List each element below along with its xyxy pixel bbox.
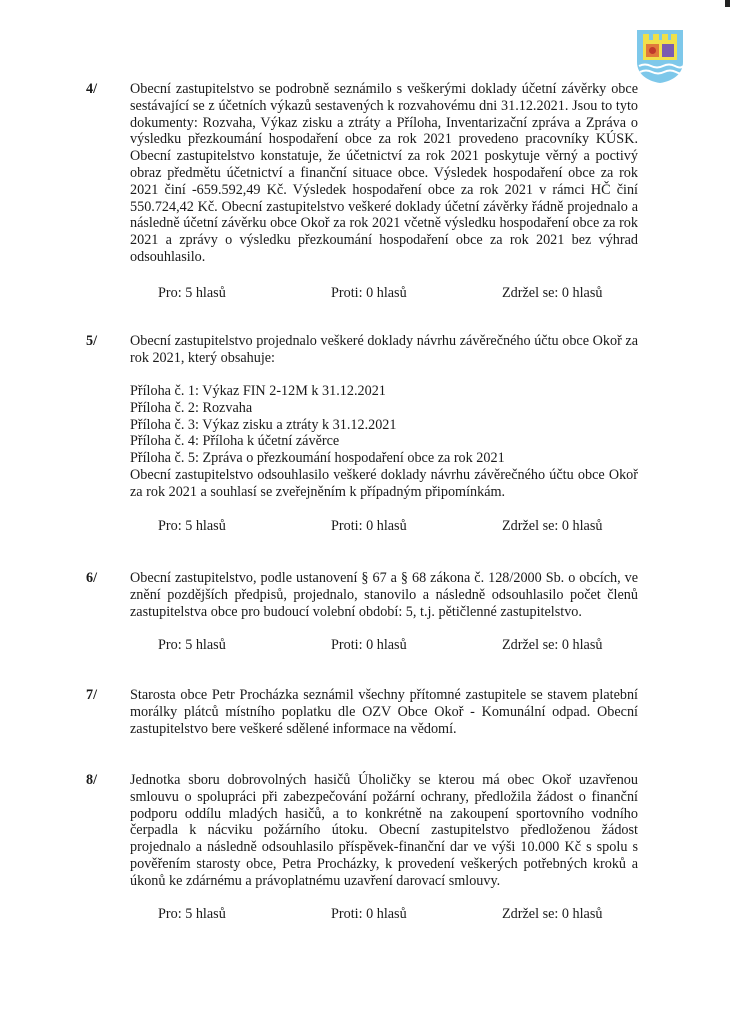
attachment-item: Příloha č. 3: Výkaz zisku a ztráty k 31.12.2021 bbox=[130, 416, 397, 433]
item-number: 7/ bbox=[86, 687, 98, 703]
vote-zdrzel: Zdržel se: 0 hlasů bbox=[502, 285, 603, 301]
item-conclusion: Obecní zastupitelstvo odsouhlasilo veškeré doklady návrhu závěrečného účtu obce Okoř za rok 2021 a souhlasí se zveřejněním k případným připomínkám. bbox=[130, 467, 638, 500]
item-number: 8/ bbox=[86, 772, 98, 788]
vote-proti: Proti: 0 hlasů bbox=[331, 637, 407, 653]
vote-zdrzel: Zdržel se: 0 hlasů bbox=[502, 637, 603, 653]
attachment-item: Příloha č. 2: Rozvaha bbox=[130, 399, 253, 416]
vote-proti: Proti: 0 hlasů bbox=[331, 285, 407, 301]
vote-result-5 bbox=[0, 518, 730, 536]
item-number: 4/ bbox=[86, 81, 98, 97]
vote-result-4 bbox=[0, 285, 730, 303]
vote-pro: Pro: 5 hlasů bbox=[158, 518, 226, 534]
item-intro: Obecní zastupitelstvo projednalo veškeré doklady návrhu závěrečného účtu obce Okoř za rok 2021, který obsahuje: bbox=[130, 333, 638, 366]
item-text: Starosta obce Petr Procházka seznámil všechny přítomné zastupitele se stavem platební morálky plátců místního poplatku dle OZV Obce Okoř - Komunální odpad. Obecní zastupitelstvo bere veškeré sdělené informace na vědomí. bbox=[130, 687, 638, 737]
vote-zdrzel: Zdržel se: 0 hlasů bbox=[502, 906, 603, 922]
vote-pro: Pro: 5 hlasů bbox=[158, 906, 226, 922]
vote-proti: Proti: 0 hlasů bbox=[331, 518, 407, 534]
vote-proti: Proti: 0 hlasů bbox=[331, 906, 407, 922]
vote-result-8 bbox=[0, 906, 730, 924]
vote-pro: Pro: 5 hlasů bbox=[158, 637, 226, 653]
municipal-coat-of-arms-icon bbox=[635, 28, 685, 84]
item-text: Obecní zastupitelstvo, podle ustanovení § 67 a § 68 zákona č. 128/2000 Sb. o obcích, ve znění pozdějších předpisů, projednalo, stanovilo a následně odsouhlasilo počet členů zastupitelstva obce pro budoucí volební období: 5, t.j. pětičlenné zastupitelstvo. bbox=[130, 570, 638, 620]
vote-result-6 bbox=[0, 637, 730, 655]
vote-pro: Pro: 5 hlasů bbox=[158, 285, 226, 301]
attachment-item: Příloha č. 4: Příloha k účetní závěrce bbox=[130, 433, 340, 450]
scan-corner-mark bbox=[725, 0, 730, 7]
item-text: Obecní zastupitelstvo se podrobně seznámilo s veškerými doklady účetní závěrky obce sestávající se z účetních výkazů sestavených k rozvahovému dni 31.12.2021. Jsou to tyto dokumenty: Rozvaha, Výkaz zisku a ztráty a Příloha, Inventarizační zpráva a Zpráva o výsledku přezkoumání hospodaření obce za rok 2021 provedeno pracovníky KÚSK. Obecní zastupitelstvo konstatuje, že účetnictví za rok 2021 poskytuje věrný a poctivý obraz předmětu účetnictví a finanční situace obce. Výsledek hospodaření obce za rok 2021 činí -659.592,49 Kč. Výsledek hospodaření obce za rok 2021 v rámci HČ činí 550.724,42 Kč. Obecní zastupitelstvo veškeré doklady účetní závěrky řádně projednalo a následně účetní závěrku obce Okoř za rok 2021 včetně výsledku hospodaření obce za rok 2021 a zprávy o výsledku přezkoumání hospodaření obce za rok 2021 bez výhrad odsouhlasilo. bbox=[130, 81, 638, 265]
item-number: 6/ bbox=[86, 570, 98, 586]
attachment-item: Příloha č. 5: Zpráva o přezkoumání hospodaření obce za rok 2021 bbox=[130, 450, 505, 467]
item-text: Jednotka sboru dobrovolných hasičů Úholičky se kterou má obec Okoř uzavřenou smlouvu o spolupráci při zabezpečování požární ochrany, předložila žádost o finanční podporu oddílu mladých hasičů, a to konkrétně na zakoupení sportovního vodního čerpadla k nácviku požárního útoku. Obecní zastupitelstvo předloženou žádost projednalo a následně odsouhlasilo příspěvek-finanční dar ve výši 10.000 Kč s spolu s pověřením starosty obce, Petra Procházky, k provedení veškerých potřebných kroků a úkonů ke zdárnému a právoplatnému uzavření darovací smlouvy. bbox=[130, 772, 638, 889]
item-number: 5/ bbox=[86, 333, 98, 349]
vote-zdrzel: Zdržel se: 0 hlasů bbox=[502, 518, 603, 534]
attachment-item: Příloha č. 1: Výkaz FIN 2-12M k 31.12.2021 bbox=[130, 383, 386, 399]
